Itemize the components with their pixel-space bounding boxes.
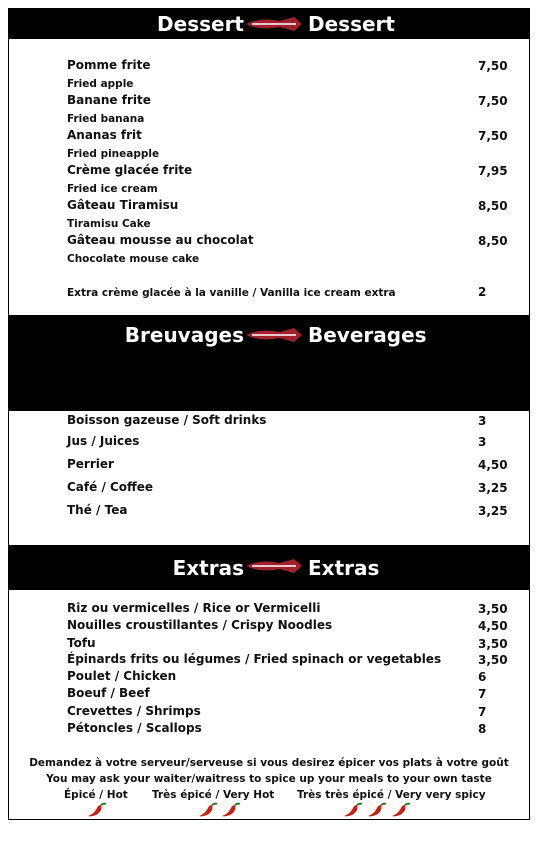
extra-item-price: 7 <box>478 687 487 701</box>
extra-item-name: Poulet / Chicken <box>67 669 177 683</box>
spice-note-fr: Demandez à votre serveur/serveuse si vous desirez épicer vos plats à votre goût <box>29 757 509 769</box>
dessert-extra-price: 2 <box>478 285 487 299</box>
beverage-item-price: 3,25 <box>478 481 508 495</box>
dessert-item-sub: Fried apple <box>67 78 134 90</box>
dessert-header <box>8 8 530 39</box>
dessert-item-name: Banane frite <box>67 93 151 107</box>
fish-icon <box>244 327 308 343</box>
dessert-item-price: 7,95 <box>478 164 508 178</box>
spice-note-en: You may ask your waiter/waitress to spice up your meals to your own taste <box>46 773 492 785</box>
beverage-item-name: Café / Coffee <box>67 480 154 494</box>
beverage-item-name: Boisson gazeuse / Soft drinks <box>67 413 267 427</box>
extra-item-name: Épinards frits ou légumes / Fried spinach or vegetables <box>67 652 442 666</box>
extras-title-right: Extras <box>308 556 380 580</box>
extra-item-price: 4,50 <box>478 619 508 633</box>
extra-item-price: 6 <box>478 670 487 684</box>
extras-header <box>8 545 530 590</box>
dessert-item-name: Pomme frite <box>67 58 151 72</box>
dessert-item-price: 7,50 <box>478 94 508 108</box>
beverages-title-left: Breuvages <box>124 323 244 347</box>
beverage-item-name: Perrier <box>67 457 114 471</box>
dessert-item-sub: Fried pineapple <box>67 148 160 160</box>
dessert-title-left: Dessert <box>157 12 244 36</box>
dessert-item-price: 8,50 <box>478 199 508 213</box>
beverage-item-price: 3 <box>478 435 487 449</box>
chili-pepper-icon <box>367 802 387 818</box>
dessert-item-sub: Chocolate mouse cake <box>67 253 200 265</box>
extra-item-name: Boeuf / Beef <box>67 686 150 700</box>
dessert-item-price: 7,50 <box>478 129 508 143</box>
extra-item-price: 3,50 <box>478 602 508 616</box>
beverage-item-name: Thé / Tea <box>67 503 128 517</box>
dessert-item-name: Crème glacée frite <box>67 163 193 177</box>
chili-pepper-icon <box>391 802 411 818</box>
extra-item-name: Crevettes / Shrimps <box>67 704 201 718</box>
dessert-item-sub: Fried banana <box>67 113 145 125</box>
dessert-item-name: Ananas frit <box>67 128 142 142</box>
beverage-item-price: 3,25 <box>478 504 508 518</box>
extra-item-name: Tofu <box>67 636 96 650</box>
beverage-item-price: 3 <box>478 414 487 428</box>
dessert-item-sub: Fried ice cream <box>67 183 158 195</box>
extra-item-name: Nouilles croustillantes / Crispy Noodles <box>67 618 333 632</box>
dessert-item-price: 7,50 <box>478 59 508 73</box>
spice-level-label: Épicé / Hot <box>64 789 128 801</box>
dessert-item-name: Gâteau mousse au chocolat <box>67 233 254 247</box>
dessert-item-sub: Tiramisu Cake <box>67 218 151 230</box>
fish-icon <box>244 16 308 32</box>
extra-item-name: Pétoncles / Scallops <box>67 721 202 735</box>
spice-level-label: Très épicé / Very Hot <box>152 789 275 801</box>
chili-pepper-icon <box>221 802 241 818</box>
beverages-header <box>8 315 530 411</box>
extras-title-left: Extras <box>172 556 244 580</box>
extra-item-price: 8 <box>478 722 487 736</box>
dessert-extra-name: Extra crème glacée à la vanille / Vanilla ice cream extra <box>67 287 396 299</box>
dessert-item-name: Gâteau Tiramisu <box>67 198 179 212</box>
extra-item-price: 3,50 <box>478 637 508 651</box>
spice-level-label: Très très épicé / Very very spicy <box>297 789 486 801</box>
fish-icon <box>244 558 308 574</box>
beverages-title-right: Beverages <box>308 323 427 347</box>
beverage-item-price: 4,50 <box>478 458 508 472</box>
chili-pepper-icon <box>198 802 218 818</box>
dessert-item-price: 8,50 <box>478 234 508 248</box>
extra-item-name: Riz ou vermicelles / Rice or Vermicelli <box>67 601 321 615</box>
chili-pepper-icon <box>87 802 107 818</box>
dessert-title-right: Dessert <box>308 12 395 36</box>
extra-item-price: 7 <box>478 705 487 719</box>
extra-item-price: 3,50 <box>478 653 508 667</box>
beverage-item-name: Jus / Juices <box>67 434 140 448</box>
chili-pepper-icon <box>343 802 363 818</box>
